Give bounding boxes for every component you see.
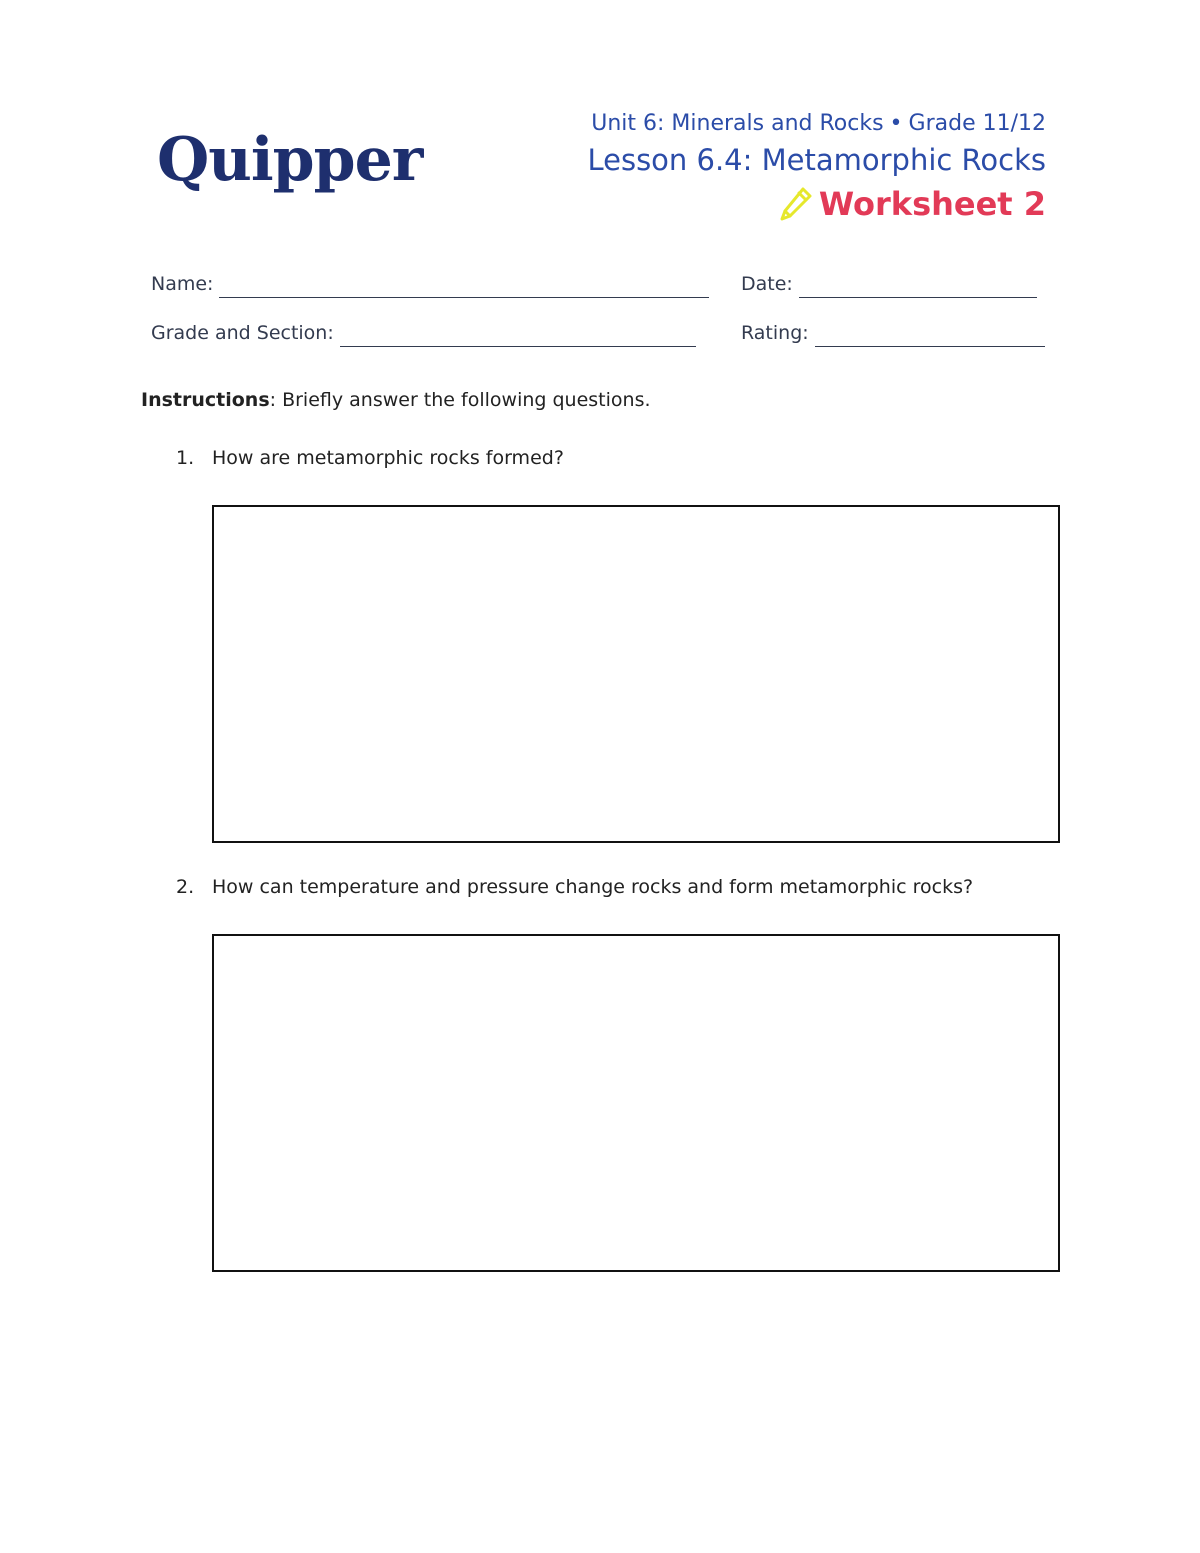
grade-section-field — [151, 319, 696, 347]
worksheet-header — [587, 108, 1046, 226]
quipper-logo: Quipper — [157, 125, 423, 195]
name-field — [151, 270, 709, 298]
date-field — [741, 270, 1037, 298]
lesson-title: Lesson 6.4: Metamorphic Rocks — [587, 143, 1046, 177]
name-label: Name: — [151, 273, 214, 295]
answer-box-1[interactable] — [212, 505, 1060, 843]
question-2-text: How can temperature and pressure change rocks and form metamorphic rocks? — [212, 876, 974, 898]
unit-grade-line — [587, 108, 1046, 140]
instructions-text: : Briefly answer the following questions. — [269, 389, 651, 411]
unit-title: Unit 6: Minerals and Rocks — [591, 111, 884, 136]
worksheet-title: Worksheet 2 — [818, 185, 1046, 223]
worksheet-title-line — [587, 182, 1046, 226]
grade-section-blank-line[interactable] — [340, 326, 696, 347]
question-1-number: 1. — [176, 447, 195, 469]
question-1-text: How are metamorphic rocks formed? — [212, 447, 564, 469]
pencil-icon — [779, 186, 813, 222]
separator-dot: • — [889, 111, 903, 136]
instructions-label: Instructions — [141, 389, 270, 411]
rating-blank-line[interactable] — [815, 326, 1045, 347]
rating-label: Rating: — [741, 322, 809, 344]
question-2 — [176, 873, 973, 901]
date-label: Date: — [741, 273, 793, 295]
answer-box-2[interactable] — [212, 934, 1060, 1272]
grade-level: Grade 11/12 — [908, 111, 1046, 136]
question-1 — [176, 444, 564, 472]
date-blank-line[interactable] — [799, 277, 1037, 298]
name-blank-line[interactable] — [219, 277, 709, 298]
rating-field — [741, 319, 1045, 347]
instructions — [141, 386, 651, 414]
grade-section-label: Grade and Section: — [151, 322, 334, 344]
question-2-number: 2. — [176, 876, 195, 898]
